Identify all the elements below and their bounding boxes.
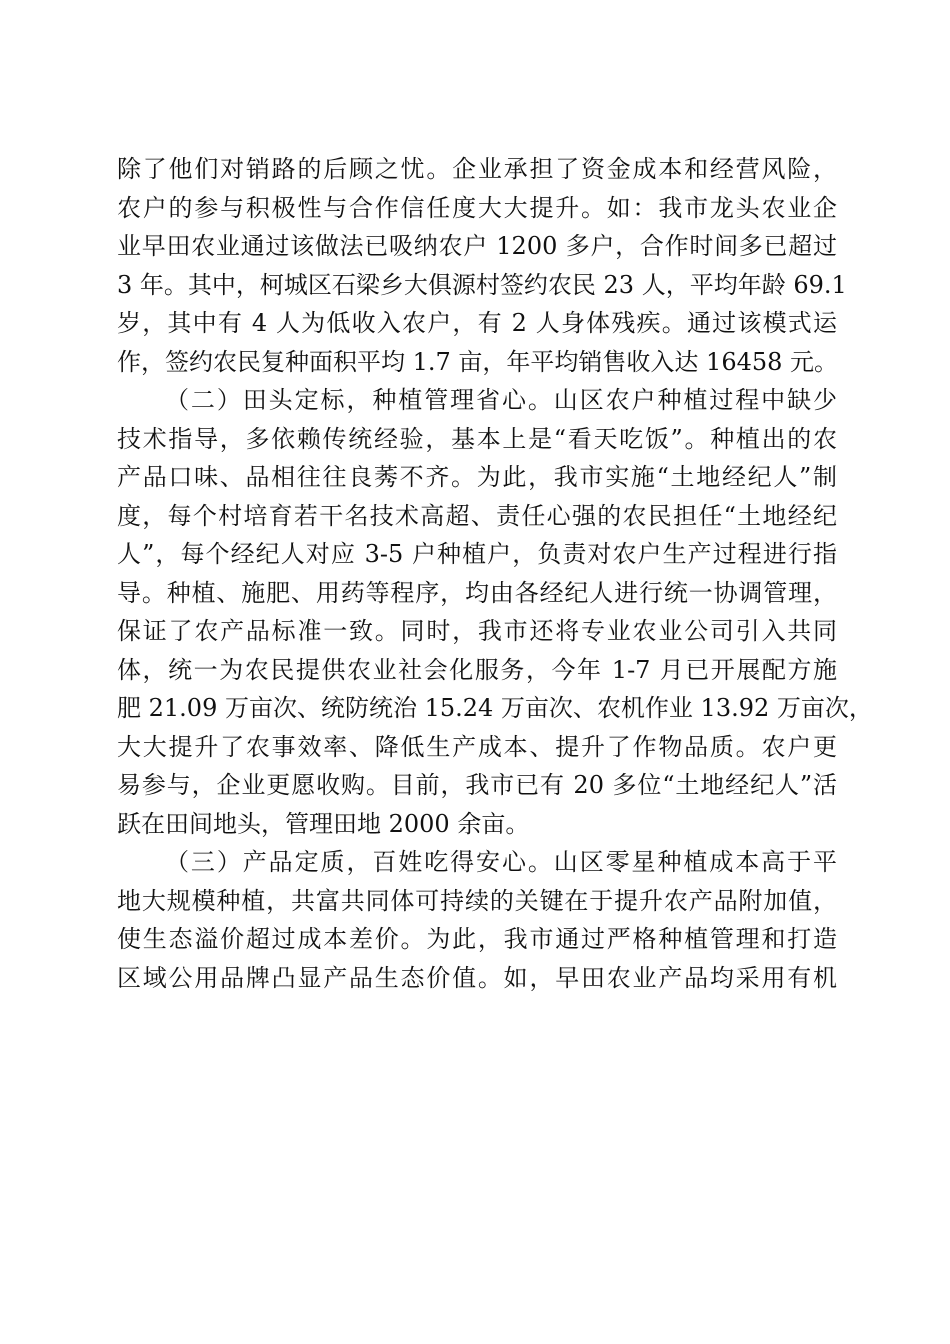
paragraph-1	[117, 150, 847, 381]
text-line: （三）产品定质，百姓吃得安心。山区零星种植成本高于平	[165, 848, 837, 876]
text-line: 跃在田间地头，管理田地 2000 余亩。	[117, 809, 530, 838]
text-line: 农户的参与积极性与合作信任度大大提升。如：我市龙头农业企	[117, 193, 837, 222]
text-line: 肥 21.09 万亩次、统防统治 15.24 万亩次、农机作业 13.92 万亩次，	[117, 694, 873, 722]
text-line: 导。种植、施肥、用药等程序，均由各经纪人进行统一协调管理，	[117, 578, 837, 607]
text-line: 作，签约农民复种面积平均 1.7 亩，年平均销售收入达 16458 元。	[117, 347, 839, 376]
text-line: 体，统一为农民提供农业社会化服务，今年 1-7 月已开展配方施	[117, 655, 837, 684]
text-line: 易参与，企业更愿收购。目前，我市已有 20 多位“土地经纪人”活	[117, 771, 837, 799]
text-line: 3 年。其中，柯城区石梁乡大俱源村签约农民 23 人，平均年龄 69.1	[117, 270, 847, 299]
text-line: 除了他们对销路的后顾之忧。企业承担了资金成本和经营风险，	[117, 155, 837, 183]
text-line: 使生态溢价超过成本差价。为此，我市通过严格种植管理和打造	[117, 925, 837, 953]
text-line: 区域公用品牌凸显产品生态价值。如，早田农业产品均采用有机	[117, 963, 837, 992]
paragraph-2	[117, 381, 873, 843]
text-line: 岁，其中有 4 人为低收入农户，有 2 人身体残疾。通过该模式运	[117, 309, 837, 337]
text-line: 技术指导，多依赖传统经验，基本上是“看天吃饭”。种植出的农	[117, 424, 837, 453]
body-text	[117, 150, 873, 997]
text-line: 业早田农业通过该做法已吸纳农户 1200 多户，合作时间多已超过	[117, 232, 837, 260]
text-line: 产品口味、品相往往良莠不齐。为此，我市实施“土地经纪人”制	[117, 463, 837, 491]
text-line: （二）田头定标，种植管理省心。山区农户种植过程中缺少	[165, 386, 837, 414]
text-line: 保证了农产品标准一致。同时，我市还将专业农业公司引入共同	[117, 617, 837, 645]
text-line: 地大规模种植，共富共同体可持续的关键在于提升农产品附加值，	[117, 886, 837, 915]
paragraph-3	[117, 843, 837, 997]
text-line: 度，每个村培育若干名技术高超、责任心强的农民担任“土地经纪	[117, 501, 837, 530]
text-line: 人”，每个经纪人对应 3-5 户种植户，负责对农户生产过程进行指	[117, 540, 837, 568]
text-line: 大大提升了农事效率、降低生产成本、提升了作物品质。农户更	[117, 732, 837, 761]
